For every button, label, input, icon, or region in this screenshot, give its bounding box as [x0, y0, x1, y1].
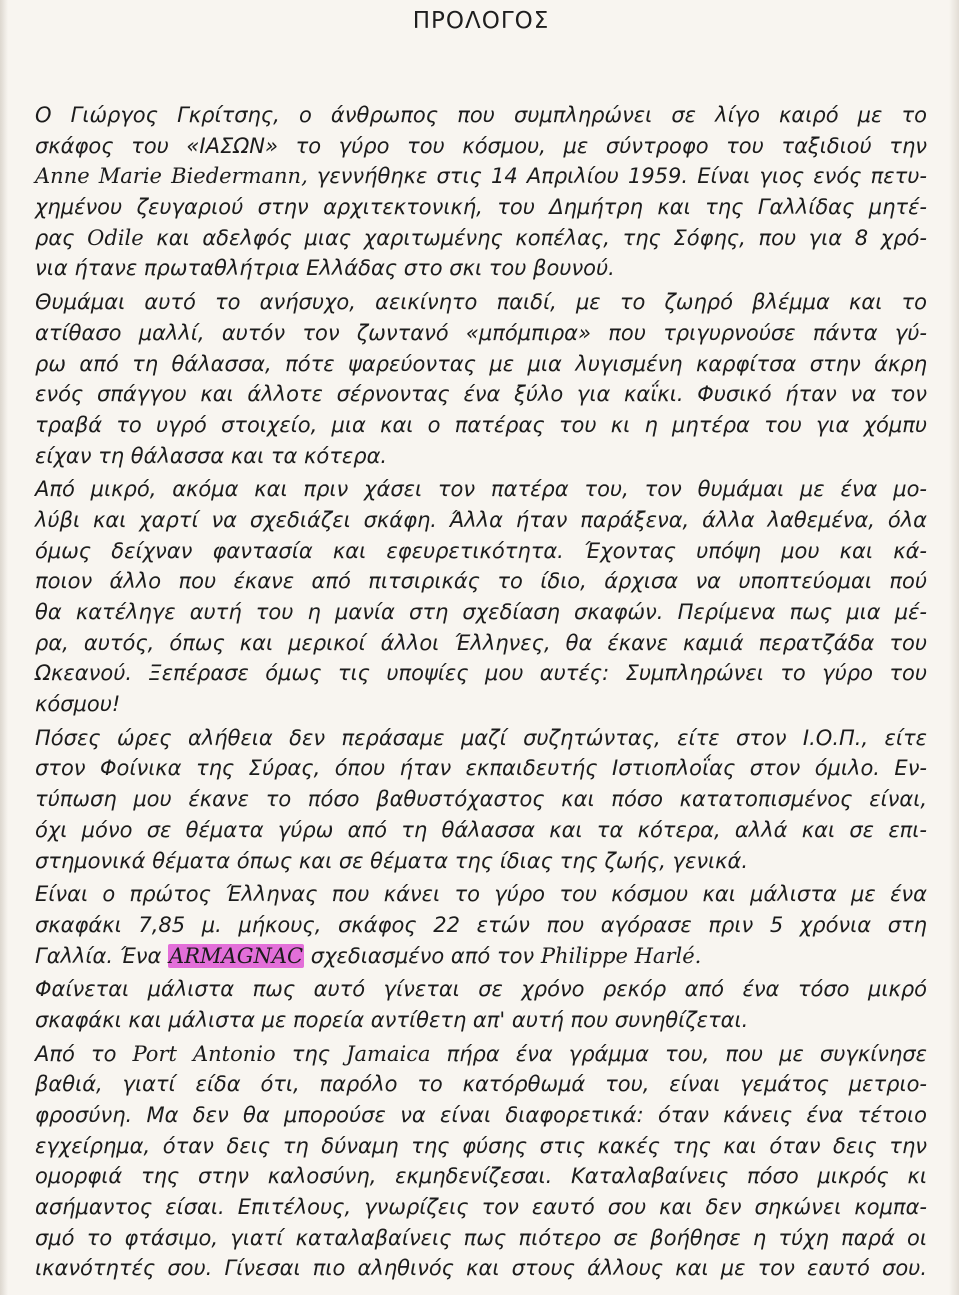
text-line: ατίθασο μαλλί, αυτόν τον ζωντανό «μπόμπιρα» που τριγυρνούσε πάντα γύ-: [35, 320, 927, 345]
text-line: ενός σπάγγου και άλλοτε σέρνοντας ένα ξύλο για καΐκι. Φυσικό ήταν να τον: [35, 382, 927, 407]
text-line: στον Φοίνικα της Σύρας, όπου ήταν εκπαιδευτής Ιστιοπλοΐας στον όμιλο. Εν-: [35, 756, 927, 781]
person-name: Anne Marie Biedermann,: [35, 164, 308, 189]
designer-name: Philippe Harlé.: [540, 943, 702, 968]
text-segment: γεννήθηκε στις 14 Απριλίου 1959. Είναι γιος ενός πετυ-: [307, 164, 927, 189]
text-line: σκαφάκι και μάλιστα με πορεία αντίθετη απ' αυτή που συνηθίζεται.: [35, 1007, 749, 1032]
text-line: κόσμου!: [35, 692, 121, 717]
text-line: χημένου ζευγαριού στην αρχιτεκτονική, του Δημήτρη και της Γαλλίδας μητέ-: [35, 195, 927, 220]
text-line: τραβά το υγρό στοιχείο, μια και ο πατέρας του κι η μητέρα του για χόμπυ: [35, 412, 927, 437]
text-line: όχι μόνο σε θέματα γύρω από τη θάλασσα και τα κότερα, αλλά και σε επι-: [35, 817, 927, 842]
text-line: σκαφάκι 7,85 μ. μήκους, σκάφος 22 ετών που αγόρασε πριν 5 χρόνια στη: [35, 912, 927, 937]
text-line: ρω από τη θάλασσα, πότε ψαρεύοντας με μια λυγισμένη καρφίτσα στην άκρη: [35, 351, 927, 376]
place-name: Jamaica: [346, 1041, 431, 1066]
text-line: Φαίνεται μάλιστα πως αυτό γίνεται σε χρόνο ρεκόρ από ένα τόσο μικρό: [35, 977, 927, 1002]
text-line: [35, 223, 927, 254]
text-segment: της: [275, 1041, 347, 1066]
text-line: ασήμαντος είσαι. Επιτέλους, γνωρίζεις τον εαυτό σου και δεν σηκώνει κομπα-: [35, 1195, 927, 1220]
text-line: βαθιά, γιατί είδα ότι, παρόλο το κατόρθωμά του, είναι γεμάτος μετριο-: [35, 1072, 927, 1097]
text-line: ρα, αυτός, όπως και μερικοί άλλοι Έλληνες, θα έκανε καμιά περατζάδα του: [35, 630, 927, 655]
text-line: [35, 941, 927, 972]
text-line: [35, 161, 927, 192]
person-name: Odile: [87, 225, 144, 250]
text-segment: Από το: [35, 1041, 133, 1066]
text-line: όμως δείχναν φαντασία και εφευρετικότητα. Έχοντας υπόψη μου και κά-: [35, 538, 927, 563]
text-line: Είναι ο πρώτος Έλληνας που κάνει το γύρο του κόσμου και μάλιστα με ένα: [35, 882, 927, 907]
text-line: είχαν τη θάλασσα και τα κότερα.: [35, 443, 388, 468]
text-line: ομορφιά της στην καλοσύνη, εκμηδενίζεσαι. Καταλαβαίνεις πόσο μικρός κι: [35, 1164, 927, 1189]
text-line: Θυμάμαι αυτό το ανήσυχο, αεικίνητο παιδί, με το ζωηρό βλέμμα και το: [35, 290, 927, 315]
text-line: νια ήτανε πρωταθλήτρια Ελλάδας στο σκι του βουνού.: [35, 256, 615, 281]
place-name: Port Antonio: [132, 1041, 276, 1066]
page-title: ΠΡΟΛΟΓΟΣ: [412, 8, 550, 34]
text-line: σμό το φτάσιμο, γιατί καταλαβαίνεις πως πιότερο σε βοήθησε η τύχη παρά οι: [35, 1225, 927, 1250]
text-line: λύβι και χαρτί να σχεδιάζει σκάφη. Άλλα ήταν παράξενα, άλλα λαθεμένα, όλα: [35, 507, 927, 532]
text-line: Από μικρό, ακόμα και πριν χάσει τον πατέρα του, τον θυμάμαι με ένα μο-: [35, 477, 927, 502]
text-segment: σχεδιασμένο από τον: [304, 943, 541, 968]
text-segment: πήρα ένα γράμμα του, που με συγκίνησε: [430, 1041, 928, 1066]
text-line: θα κατέληγε αυτή του η μανία στη σχεδίαση σκαφών. Περίμενα πως μια μέ-: [35, 600, 927, 624]
text-line: τύπωση μου έκανε το πόσο βαθυστόχαστος και πόσο κατατοπισμένος είναι,: [35, 787, 927, 812]
highlighted-boat-model: ARMAGNAC: [169, 943, 304, 968]
text-segment: και αδελφός μιας χαριτωμένης κοπέλας, της Σόφης, που για 8 χρό-: [143, 225, 927, 250]
prologue-body: [35, 100, 927, 1284]
text-segment: Γαλλία. Ένα: [35, 943, 169, 968]
right-page-edge: [949, 0, 959, 1295]
text-line: εγχείρημα, όταν δεις τη δύναμη της φύσης στις κακές της και όταν δεις την: [35, 1133, 927, 1158]
text-segment: ρας: [35, 225, 88, 250]
text-line: Πόσες ώρες αλήθεια δεν περάσαμε μαζί συζητώντας, είτε στον Ι.Ο.Π., είτε: [35, 725, 927, 750]
text-line: ποιον άλλο που έκανε από πιτσιρικάς το ίδιο, άρχισα να υποπτεύομαι πού: [35, 569, 927, 594]
text-line: στημονικά θέματα όπως και σε θέματα της ίδιας της ζωής, γενικά.: [35, 848, 749, 873]
text-line: φροσύνη. Μα δεν θα μπορούσε να είναι διαφορετικά: όταν κάνεις ένα τέτοιο: [35, 1103, 927, 1127]
text-line: Ωκεανού. Ξεπέρασε όμως τις υποψίες μου αυτές: Συμπληρώνει το γύρο του: [35, 661, 927, 686]
text-line: Ο Γιώργος Γκρίτσης, ο άνθρωπος που συμπληρώνει σε λίγο καιρό με το: [35, 103, 927, 127]
left-page-edge: [0, 0, 8, 1295]
text-line: [35, 1039, 927, 1070]
text-line: σκάφος του «ΙΑΣΩΝ» το γύρο του κόσμου, με σύντροφο του ταξιδιού την: [35, 133, 927, 158]
text-line: ικανότητές σου. Γίνεσαι πιο αληθινός και στους άλλους και με τον εαυτό σου.: [35, 1256, 927, 1281]
